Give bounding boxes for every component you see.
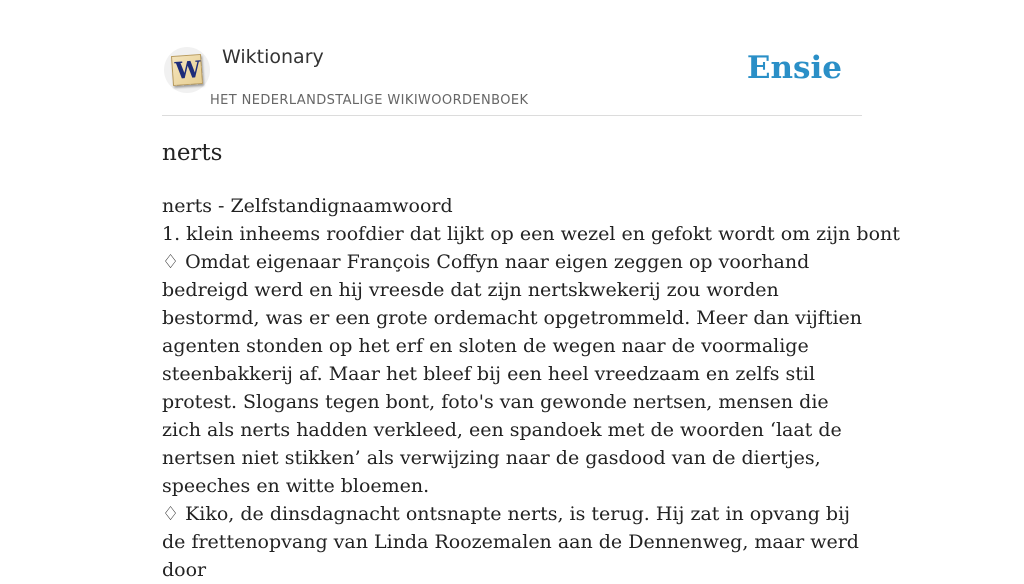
logo-letter: W bbox=[174, 56, 202, 85]
site-tagline: HET NEDERLANDSTALIGE WIKIWOORDENBOEK bbox=[210, 93, 529, 108]
definition: 1. klein inheems roofdier dat lijkt op een wezel en gefokt wordt om zijn bont bbox=[162, 223, 900, 245]
site-header bbox=[162, 0, 862, 116]
example-1: ♢ Omdat eigenaar François Coffyn naar eigen zeggen op voorhand bedreigd werd en hij vreesde dat zijn nertskwekerij zou worden bestormd, was er een grote ordemacht opgetrommeld. Meer dan vijftien agenten stonden op het erf en sloten de wegen naar de voormalige steenbakkerij af. Maar het bleef bij een heel vreedzaam en zelfs stil protest. Slogans tegen bont, foto's van gewonde nertsen, mensen die zich als nerts hadden verkleed, een spandoek met de woorden ‘laat de nertsen niet stikken’ als verwijzing naar de gasdood van de diertjes, speeches en witte bloemen. bbox=[162, 251, 863, 497]
example-2: ♢ Kiko, de dinsdagnacht ontsnapte nerts, is terug. Hij zat in opvang bij de frettenopvang van Linda Roozemalen aan de Dennenweg, maar werd door bbox=[162, 503, 859, 581]
page-title: nerts bbox=[162, 140, 223, 166]
wiktionary-logo[interactable] bbox=[164, 47, 210, 93]
entry-body bbox=[162, 192, 900, 584]
part-of-speech: nerts - Zelfstandignaamwoord bbox=[162, 195, 453, 217]
site-name[interactable]: Wiktionary bbox=[222, 46, 324, 68]
ensie-brand-logo[interactable]: Ensie bbox=[746, 50, 842, 86]
logo-tile-icon bbox=[171, 54, 203, 86]
